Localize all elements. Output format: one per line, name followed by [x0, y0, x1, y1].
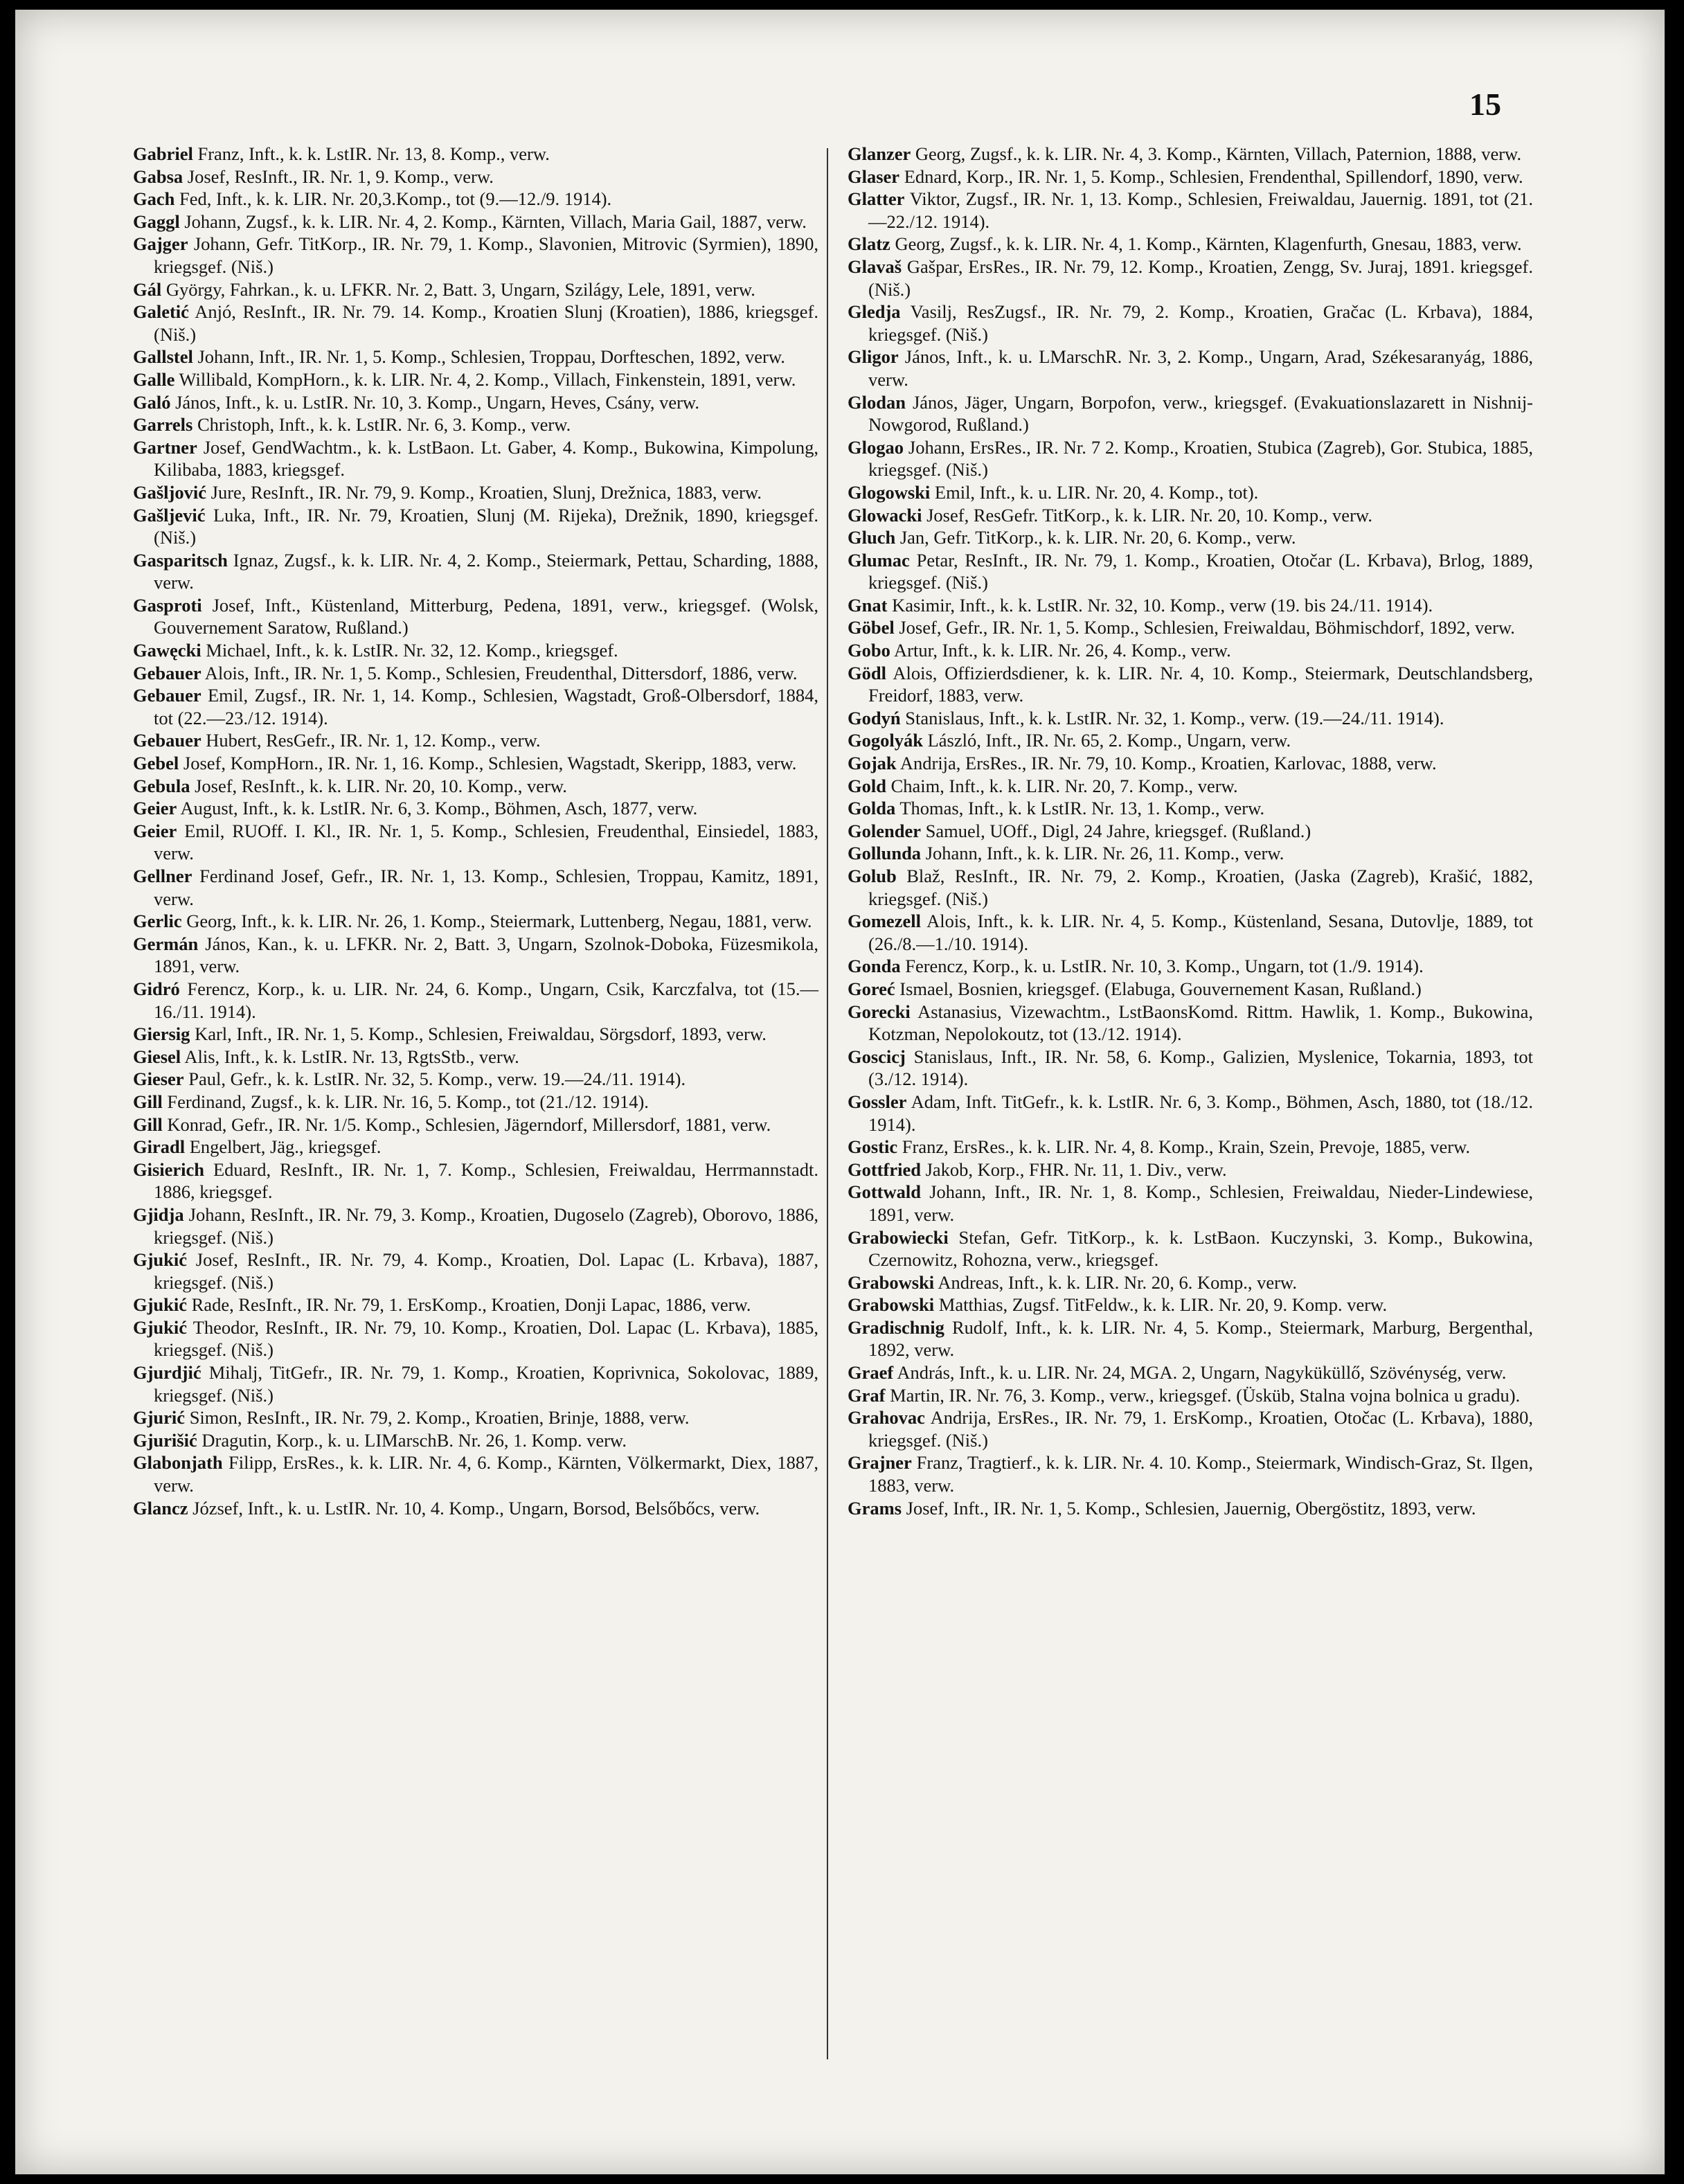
entry-surname: Gabsa — [133, 165, 183, 187]
list-item — [848, 301, 1533, 346]
column-divider — [827, 148, 828, 2059]
entry-surname: Glanzer — [848, 143, 911, 164]
list-item — [848, 752, 1533, 775]
entry-details: Anjó, ResInft., IR. Nr. 79. 14. Komp., Kroatien Slunj (Kroatien), 1886, kriegsgef. (Niš.) — [154, 301, 818, 345]
entry-surname: Gojak — [848, 753, 897, 774]
entry-details: Josef, Inft., IR. Nr. 1, 5. Komp., Schlesien, Jauernig, Obergöstitz, 1893, verw. — [906, 1497, 1476, 1519]
entry-surname: Gomezell — [848, 911, 921, 932]
list-item — [848, 504, 1533, 527]
list-item — [133, 1248, 818, 1294]
entry-details: János, Jäger, Ungarn, Borpofon, verw., kriegsgef. (Evakuationslazarett in Nishnij-Nowgorod, Rußland.) — [868, 391, 1534, 436]
list-item — [848, 481, 1533, 504]
list-item — [848, 165, 1533, 188]
list-item — [133, 639, 818, 662]
entry-surname: Grabowiecki — [848, 1226, 949, 1248]
entry-details: Georg, Zugsf., k. k. LIR. Nr. 4, 3. Komp., Kärnten, Villach, Paternion, 1888, verw. — [915, 143, 1522, 164]
list-item — [133, 820, 818, 865]
entry-surname: Gottwald — [848, 1181, 921, 1203]
entry-details: Andrija, ErsRes., IR. Nr. 79, 1. ErsKomp., Kroatien, Otočac (L. Krbava), 1880, kriegsgef. (Niš.) — [868, 1407, 1533, 1451]
entry-surname: Grahovac — [848, 1407, 925, 1429]
entry-surname: Gjurdjić — [133, 1362, 201, 1384]
entry-surname: Gebauer — [133, 685, 201, 706]
entry-details: Ferdinand Josef, Gefr., IR. Nr. 1, 13. Komp., Schlesien, Troppau, Kamitz, 1891, verw. — [154, 866, 818, 909]
document-page — [15, 10, 1665, 2174]
list-item — [133, 1316, 818, 1361]
entry-details: Willibald, KompHorn., k. k. LIR. Nr. 4, 2. Komp., Villach, Finkenstein, 1891, verw. — [179, 368, 796, 390]
entry-details: Franz, Tragtierf., k. k. LIR. Nr. 4. 10. Komp., Steiermark, Windisch-Graz, St. Ilgen, 1883, verw. — [868, 1452, 1533, 1496]
list-item — [133, 1023, 818, 1046]
entry-details: Ignaz, Zugsf., k. k. LIR. Nr. 4, 2. Komp., Steiermark, Pettau, Scharding, 1888, verw. — [154, 549, 819, 593]
entry-surname: Gasproti — [133, 594, 202, 616]
list-item — [848, 1294, 1533, 1316]
entry-details: Gašpar, ErsRes., IR. Nr. 79, 12. Komp., Kroatien, Zengg, Sv. Juraj, 1891. kriegsgef. (Niš.) — [868, 256, 1533, 300]
list-item — [133, 684, 818, 729]
entry-surname: Gödl — [848, 662, 886, 683]
list-item — [848, 1384, 1533, 1407]
entry-details: Stefan, Gefr. TitKorp., k. k. LstBaon. Kuczynski, 3. Komp., Bukowina, Czernowitz, Rohozna, verw., kriegsgef. — [868, 1226, 1534, 1271]
entry-surname: Gostic — [848, 1136, 898, 1158]
entry-details: Johann, Zugsf., k. k. LIR. Nr. 4, 2. Komp., Kärnten, Villach, Maria Gail, 1887, verw. — [184, 211, 807, 232]
entry-surname: Glowacki — [848, 504, 922, 526]
entry-surname: Glatz — [848, 233, 890, 255]
list-item — [848, 865, 1533, 910]
entry-details: Stanislaus, Inft., k. k. LstIR. Nr. 32, 1. Komp., verw. (19.—24./11. 1914). — [905, 707, 1444, 728]
entry-surname: Giersig — [133, 1023, 190, 1045]
page-number: 15 — [1469, 87, 1501, 122]
entry-surname: Goscicj — [848, 1046, 906, 1067]
entry-surname: Gollunda — [848, 843, 922, 864]
list-item — [133, 978, 818, 1023]
list-item — [133, 188, 818, 211]
entry-surname: Grajner — [848, 1452, 912, 1474]
entry-surname: Gold — [848, 775, 886, 796]
entry-surname: Gobo — [848, 640, 890, 661]
list-item — [848, 391, 1533, 436]
entry-surname: Göbel — [848, 617, 895, 638]
entry-details: Jure, ResInft., IR. Nr. 79, 9. Komp., Kroatien, Slunj, Drežnica, 1883, verw. — [210, 481, 762, 503]
entry-surname: Germán — [133, 933, 199, 954]
entry-surname: Glabonjath — [133, 1452, 223, 1474]
entry-details: Chaim, Inft., k. k. LIR. Nr. 20, 7. Komp., verw. — [890, 775, 1238, 796]
list-item — [848, 662, 1533, 707]
list-item — [133, 1136, 818, 1158]
entry-details: Emil, Inft., k. u. LIR. Nr. 20, 4. Komp., tot). — [934, 481, 1259, 503]
entry-surname: Giradl — [133, 1136, 186, 1158]
list-item — [133, 729, 818, 752]
entry-details: Samuel, UOff., Digl, 24 Jahre, kriegsgef. (Rußland.) — [925, 820, 1311, 841]
list-item — [133, 504, 818, 549]
list-item — [848, 910, 1533, 955]
list-item — [848, 594, 1533, 617]
list-item — [848, 616, 1533, 639]
entry-surname: Graf — [848, 1384, 886, 1406]
list-item — [848, 1406, 1533, 1451]
list-item — [848, 1497, 1533, 1520]
entry-surname: Golub — [848, 866, 897, 886]
list-item — [133, 368, 818, 391]
entry-details: Theodor, ResInft., IR. Nr. 79, 10. Komp., Kroatien, Dol. Lapac (L. Krbava), 1885, kriegsgef. (Niš.) — [154, 1316, 818, 1361]
entry-details: János, Inft., k. u. LMarschR. Nr. 3, 2. Komp., Ungarn, Arad, Székesaranyág, 1886, verw. — [868, 346, 1534, 390]
entry-details: Filipp, ErsRes., k. k. LIR. Nr. 4, 6. Komp., Kärnten, Völkermarkt, Diex, 1887, verw. — [154, 1452, 818, 1496]
entry-surname: Gartner — [133, 436, 197, 458]
entry-surname: Gašljović — [133, 481, 206, 503]
entry-details: Artur, Inft., k. k. LIR. Nr. 26, 4. Komp., verw. — [894, 640, 1231, 661]
entry-details: Jan, Gefr. TitKorp., k. k. LIR. Nr. 20, 6. Komp., verw. — [899, 527, 1296, 548]
entry-details: Thomas, Inft., k. k LstIR. Nr. 13, 1. Komp., verw. — [899, 798, 1265, 819]
list-item — [848, 143, 1533, 165]
entry-surname: Gligor — [848, 346, 899, 368]
list-item — [848, 1158, 1533, 1181]
list-item — [848, 549, 1533, 594]
list-item — [848, 1181, 1533, 1226]
list-item — [848, 1136, 1533, 1158]
entry-surname: Geier — [133, 798, 177, 819]
entry-surname: Graef — [848, 1362, 894, 1384]
entry-details: Matthias, Zugsf. TitFeldw., k. k. LIR. Nr. 20, 9. Komp. verw. — [938, 1294, 1388, 1316]
left-column — [133, 143, 818, 1519]
entry-details: Georg, Zugsf., k. k. LIR. Nr. 4, 1. Komp., Kärnten, Klagenfurth, Gnesau, 1883, verw. — [895, 233, 1522, 255]
entry-surname: Gawęcki — [133, 640, 201, 661]
list-item — [848, 233, 1533, 256]
list-item — [133, 391, 818, 414]
list-item — [848, 955, 1533, 978]
entry-surname: Gebula — [133, 775, 190, 796]
entry-surname: Gjukić — [133, 1249, 188, 1271]
list-item — [848, 842, 1533, 865]
entry-surname: Gjukić — [133, 1294, 188, 1316]
entry-details: Christoph, Inft., k. k. LstIR. Nr. 6, 3. Komp., verw. — [197, 414, 571, 436]
list-item — [133, 594, 818, 639]
entry-surname: Gledja — [848, 301, 901, 323]
entry-surname: Gluch — [848, 527, 896, 548]
list-item — [848, 729, 1533, 752]
entry-surname: Gidró — [133, 978, 180, 999]
list-item — [133, 165, 818, 188]
list-item — [848, 707, 1533, 730]
entry-surname: Gisierich — [133, 1158, 205, 1180]
entry-details: Josef, GendWachtm., k. k. LstBaon. Lt. Gaber, 4. Komp., Bukowina, Kimpolung, Kilibaba, 1883, kriegsgef. — [154, 436, 819, 481]
entry-details: József, Inft., k. u. LstIR. Nr. 10, 4. Komp., Ungarn, Borsod, Belsőbőcs, verw. — [192, 1497, 760, 1519]
list-item — [133, 233, 818, 278]
entry-details: Eduard, ResInft., IR. Nr. 1, 7. Komp., Schlesien, Freiwaldau, Herrmannstadt. 1886, kriegsgef. — [154, 1158, 818, 1203]
entry-details: Ismael, Bosnien, kriegsgef. (Elabuga, Gouvernement Kasan, Rußland.) — [899, 978, 1422, 999]
list-item — [848, 1046, 1533, 1091]
list-item — [848, 1226, 1533, 1271]
entry-details: Astanasius, Vizewachtm., LstBaonsKomd. Rittm. Hawlik, 1. Komp., Bukowina, Kotzman, Nepolokoutz, tot (13./12. 1914). — [868, 1001, 1533, 1045]
entry-details: András, Inft., k. u. LIR. Nr. 24, MGA. 2, Ungarn, Nagyküküllő, Szövénység, verw. — [897, 1362, 1507, 1384]
list-item — [848, 978, 1533, 1001]
entry-surname: Galle — [133, 368, 175, 390]
entry-details: Andrija, ErsRes., IR. Nr. 79, 10. Komp., Kroatien, Karlovac, 1888, verw. — [899, 753, 1437, 774]
entry-details: Johann, Gefr. TitKorp., IR. Nr. 79, 1. Komp., Slavonien, Mitrovic (Syrmien), 1890, kriegsgef. (Niš.) — [154, 233, 818, 277]
list-item — [848, 256, 1533, 301]
entry-surname: Grams — [848, 1497, 902, 1519]
entry-details: Alois, Offizierdsdiener, k. k. LIR. Nr. 4, 10. Komp., Steiermark, Deutschlandsberg, Freidorf, 1883, verw. — [868, 662, 1533, 706]
entry-surname: Galó — [133, 391, 171, 413]
entry-surname: Gorecki — [848, 1001, 911, 1022]
entry-details: August, Inft., k. k. LstIR. Nr. 6, 3. Komp., Böhmen, Asch, 1877, verw. — [180, 798, 698, 819]
entry-surname: Gjurišić — [133, 1429, 197, 1451]
entry-surname: Gajger — [133, 233, 188, 255]
entry-surname: Gonda — [848, 956, 901, 977]
list-item — [133, 797, 818, 820]
entry-details: Hubert, ResGefr., IR. Nr. 1, 12. Komp., verw. — [206, 730, 541, 751]
entry-surname: Geier — [133, 820, 177, 841]
entry-surname: Golda — [848, 798, 896, 819]
entry-surname: Gogolyák — [848, 730, 923, 751]
entry-details: Johann, Inft., IR. Nr. 1, 5. Komp., Schlesien, Troppau, Dorfteschen, 1892, verw. — [197, 346, 785, 368]
list-item — [133, 481, 818, 504]
list-item — [133, 1294, 818, 1316]
list-item — [848, 1001, 1533, 1046]
entry-surname: Glaser — [848, 165, 900, 187]
entry-details: Petar, ResInft., IR. Nr. 79, 1. Komp., Kroatien, Otočar (L. Krbava), Brlog, 1889, kriegsgef. (Niš.) — [868, 549, 1533, 593]
list-item — [848, 1091, 1533, 1136]
entry-details: Josef, Gefr., IR. Nr. 1, 5. Komp., Schlesien, Freiwaldau, Böhmischdorf, 1892, verw. — [899, 617, 1515, 638]
entry-details: Ferencz, Korp., k. u. LIR. Nr. 24, 6. Komp., Ungarn, Csik, Karczfalva, tot (15.—16./11. 1914). — [154, 978, 819, 1022]
entry-surname: Grabowski — [848, 1294, 935, 1316]
entry-surname: Giesel — [133, 1046, 181, 1067]
entry-details: Engelbert, Jäg., kriegsgef. — [189, 1136, 382, 1158]
entry-surname: Glogao — [848, 436, 904, 458]
entry-details: Josef, ResInft., IR. Nr. 1, 9. Komp., verw. — [187, 165, 494, 187]
list-item — [133, 933, 818, 978]
list-item — [133, 346, 818, 368]
entry-details: Blaž, ResInft., IR. Nr. 79, 2. Komp., Kroatien, (Jaska (Zagreb), Krašić, 1882, kriegsgef. (Niš.) — [868, 866, 1533, 909]
list-item — [848, 1271, 1533, 1294]
entry-details: Emil, RUOff. I. Kl., IR. Nr. 1, 5. Komp., Schlesien, Freudenthal, Einsiedel, 1883, verw. — [154, 820, 819, 864]
entry-surname: Gebauer — [133, 730, 201, 751]
list-item — [848, 1316, 1533, 1361]
entry-surname: Gjurić — [133, 1407, 186, 1429]
list-item — [133, 1429, 818, 1452]
list-item — [133, 910, 818, 933]
entry-details: Johann, ErsRes., IR. Nr. 7 2. Komp., Kroatien, Stubica (Zagreb), Gor. Stubica, 1885, kriegsgef. (Niš.) — [868, 436, 1533, 481]
entry-details: Karl, Inft., IR. Nr. 1, 5. Komp., Schlesien, Freiwaldau, Sörgsdorf, 1893, verw. — [195, 1023, 767, 1045]
list-item — [133, 1203, 818, 1248]
entry-surname: Gaggl — [133, 211, 180, 232]
entry-details: Ferencz, Korp., k. u. LstIR. Nr. 10, 3. Komp., Ungarn, tot (1./9. 1914). — [905, 956, 1424, 977]
entry-details: Stanislaus, Inft., IR. Nr. 58, 6. Komp., Galizien, Myslenice, Tokarnia, 1893, tot (3./12. 1914). — [868, 1046, 1533, 1090]
entry-details: László, Inft., IR. Nr. 65, 2. Komp., Ungarn, verw. — [927, 730, 1291, 751]
entry-surname: Goreć — [848, 978, 895, 999]
list-item — [133, 143, 818, 165]
list-item — [848, 436, 1533, 481]
entry-surname: Gabriel — [133, 143, 193, 164]
list-item — [133, 865, 818, 910]
entry-details: János, Kan., k. u. LFKR. Nr. 2, Batt. 3, Ungarn, Szolnok-Doboka, Füzesmikola, 1891, verw. — [154, 933, 818, 977]
list-item — [133, 301, 818, 346]
entry-details: Alis, Inft., k. k. LstIR. Nr. 13, RgtsStb., verw. — [184, 1046, 519, 1067]
entry-surname: Gossler — [848, 1091, 907, 1112]
entry-surname: Gnat — [848, 594, 888, 616]
entry-details: Josef, ResGefr. TitKorp., k. k. LIR. Nr. 20, 10. Komp., verw. — [926, 504, 1372, 526]
list-item — [133, 413, 818, 436]
entry-surname: Gjidja — [133, 1203, 184, 1225]
entry-details: Kasimir, Inft., k. k. LstIR. Nr. 32, 10. Komp., verw (19. bis 24./11. 1914). — [892, 594, 1433, 616]
entry-surname: Gill — [133, 1091, 163, 1112]
list-item — [133, 1091, 818, 1113]
entry-details: Vasilj, ResZugsf., IR. Nr. 79, 2. Komp., Kroatien, Gračac (L. Krbava), 1884, kriegsgef. (Niš.) — [868, 301, 1533, 345]
entry-details: Ferdinand, Zugsf., k. k. LIR. Nr. 16, 5. Komp., tot (21./12. 1914). — [167, 1091, 649, 1112]
entry-details: Fed, Inft., k. k. LIR. Nr. 20,3.Komp., tot (9.—12./9. 1914). — [179, 188, 612, 210]
entry-details: Adam, Inft. TitGefr., k. k. LstIR. Nr. 6, 3. Komp., Böhmen, Asch, 1880, tot (18./12. 1914). — [868, 1091, 1534, 1135]
entry-details: Simon, ResInft., IR. Nr. 79, 2. Komp., Kroatien, Brinje, 1888, verw. — [189, 1407, 690, 1429]
entry-details: Alois, Inft., IR. Nr. 1, 5. Komp., Schlesien, Freudenthal, Dittersdorf, 1886, verw. — [204, 662, 798, 683]
entry-details: János, Inft., k. u. LstIR. Nr. 10, 3. Komp., Ungarn, Heves, Csány, verw. — [175, 391, 699, 413]
entry-surname: Glodan — [848, 391, 906, 413]
entry-surname: Golender — [848, 820, 921, 841]
entry-details: Martin, IR. Nr. 76, 3. Komp., verw., kriegsgef. (Üsküb, Stalna vojna bolnica u gradu). — [890, 1384, 1521, 1406]
list-item — [133, 1497, 818, 1520]
entry-details: György, Fahrkan., k. u. LFKR. Nr. 2, Batt. 3, Ungarn, Szilágy, Lele, 1891, verw. — [165, 278, 755, 300]
entry-details: Georg, Inft., k. k. LIR. Nr. 26, 1. Komp., Steiermark, Luttenberg, Negau, 1881, verw. — [186, 911, 812, 932]
list-item — [848, 797, 1533, 820]
entry-details: Josef, ResInft., IR. Nr. 79, 4. Komp., Kroatien, Dol. Lapac (L. Krbava), 1887, kriegsgef. (Niš.) — [154, 1249, 818, 1293]
list-item — [848, 1361, 1533, 1384]
list-item — [848, 188, 1533, 233]
entry-surname: Gál — [133, 278, 162, 300]
entry-surname: Gradischnig — [848, 1316, 944, 1338]
list-item — [133, 662, 818, 685]
entry-surname: Gach — [133, 188, 175, 210]
list-item — [133, 278, 818, 301]
list-item — [848, 346, 1533, 391]
list-item — [848, 1451, 1533, 1496]
entry-surname: Glogowski — [848, 481, 931, 503]
list-item — [133, 1451, 818, 1496]
entry-details: Paul, Gefr., k. k. LstIR. Nr. 32, 5. Komp., verw. 19.—24./11. 1914). — [188, 1068, 686, 1090]
entry-surname: Glatter — [848, 188, 905, 210]
list-item — [133, 1406, 818, 1429]
entry-details: Michael, Inft., k. k. LstIR. Nr. 32, 12. Komp., kriegsgef. — [206, 640, 618, 661]
entry-details: Josef, ResInft., k. k. LIR. Nr. 20, 10. Komp., verw. — [195, 775, 567, 796]
entry-surname: Gašljević — [133, 504, 206, 526]
entry-details: Rudolf, Inft., k. k. LIR. Nr. 4, 5. Komp., Steiermark, Marburg, Bergenthal, 1892, verw. — [868, 1316, 1533, 1361]
entry-details: Johann, Inft., k. k. LIR. Nr. 26, 11. Komp., verw. — [925, 843, 1284, 864]
entry-details: Josef, Inft., Küstenland, Mitterburg, Pedena, 1891, verw., kriegsgef. (Wolsk, Gouvernement Saratow, Rußland.) — [154, 594, 819, 638]
list-item — [133, 1158, 818, 1203]
list-item — [133, 1361, 818, 1406]
entry-details: Alois, Inft., k. k. LIR. Nr. 4, 5. Komp., Küstenland, Sesana, Dutovlje, 1889, tot (26./8.—1./10. 1914). — [868, 911, 1533, 954]
list-item — [133, 549, 818, 594]
entry-details: Mihalj, TitGefr., IR. Nr. 79, 1. Komp., Kroatien, Koprivnica, Sokolovac, 1889, kriegsgef. (Niš.) — [154, 1362, 818, 1406]
entry-surname: Godyń — [848, 707, 901, 728]
entry-details: Luka, Inft., IR. Nr. 79, Kroatien, Slunj (M. Rijeka), Drežnik, 1890, kriegsgef. (Niš.) — [154, 504, 818, 548]
entry-details: Ednard, Korp., IR. Nr. 1, 5. Komp., Schlesien, Frendenthal, Spillendorf, 1890, verw. — [904, 165, 1523, 187]
entry-details: Jakob, Korp., FHR. Nr. 11, 1. Div., verw. — [925, 1158, 1227, 1180]
entry-surname: Gallstel — [133, 346, 193, 368]
list-item — [133, 1113, 818, 1136]
entry-surname: Gieser — [133, 1068, 184, 1090]
entry-surname: Galetić — [133, 301, 189, 323]
entry-surname: Glavaš — [848, 256, 902, 277]
list-item — [848, 775, 1533, 798]
entry-surname: Gebel — [133, 753, 179, 774]
list-item — [848, 526, 1533, 549]
entry-surname: Gellner — [133, 866, 192, 886]
entry-surname: Gill — [133, 1113, 163, 1135]
list-item — [133, 1046, 818, 1068]
entry-surname: Glumac — [848, 549, 910, 571]
entry-details: Dragutin, Korp., k. u. LIMarschB. Nr. 26, 1. Komp. verw. — [201, 1429, 627, 1451]
entry-surname: Gjukić — [133, 1316, 188, 1338]
entry-details: Emil, Zugsf., IR. Nr. 1, 14. Komp., Schlesien, Wagstadt, Groß-Olbersdorf, 1884, tot (22.—23./12. 1914). — [154, 685, 818, 728]
list-item — [133, 211, 818, 233]
entry-details: Konrad, Gefr., IR. Nr. 1/5. Komp., Schlesien, Jägerndorf, Millersdorf, 1881, verw. — [167, 1113, 771, 1135]
entry-surname: Gasparitsch — [133, 549, 228, 571]
entry-surname: Grabowski — [848, 1271, 935, 1293]
entry-surname: Gerlic — [133, 911, 182, 932]
entry-details: Josef, KompHorn., IR. Nr. 1, 16. Komp., Schlesien, Wagstadt, Skeripp, 1883, verw. — [183, 753, 797, 774]
list-item — [848, 639, 1533, 662]
entry-surname: Garrels — [133, 414, 193, 436]
entry-details: Johann, ResInft., IR. Nr. 79, 3. Komp., Kroatien, Dugoselo (Zagreb), Oborovo, 1886, kriegsgef. (Niš.) — [154, 1203, 818, 1248]
entry-details: Franz, ErsRes., k. k. LIR. Nr. 4, 8. Komp., Krain, Szein, Prevoje, 1885, verw. — [902, 1136, 1471, 1158]
entry-details: Rade, ResInft., IR. Nr. 79, 1. ErsKomp., Kroatien, Donji Lapac, 1886, verw. — [191, 1294, 751, 1316]
list-item — [133, 752, 818, 775]
entry-details: Andreas, Inft., k. k. LIR. Nr. 20, 6. Komp., verw. — [938, 1271, 1297, 1293]
entry-details: Franz, Inft., k. k. LstIR. Nr. 13, 8. Komp., verw. — [197, 143, 550, 164]
right-column — [848, 143, 1533, 1519]
entry-details: Viktor, Zugsf., IR. Nr. 1, 13. Komp., Schlesien, Freiwaldau, Jauernig. 1891, tot (21.—22./12. 1914). — [868, 188, 1533, 232]
entry-surname: Glancz — [133, 1497, 188, 1519]
list-item — [133, 436, 818, 481]
entry-surname: Gottfried — [848, 1158, 921, 1180]
entry-surname: Gebauer — [133, 662, 201, 683]
list-item — [133, 775, 818, 798]
list-item — [848, 820, 1533, 843]
entry-details: Johann, Inft., IR. Nr. 1, 8. Komp., Schlesien, Freiwaldau, Nieder-Lindewiese, 1891, verw. — [868, 1181, 1534, 1225]
list-item — [133, 1068, 818, 1091]
